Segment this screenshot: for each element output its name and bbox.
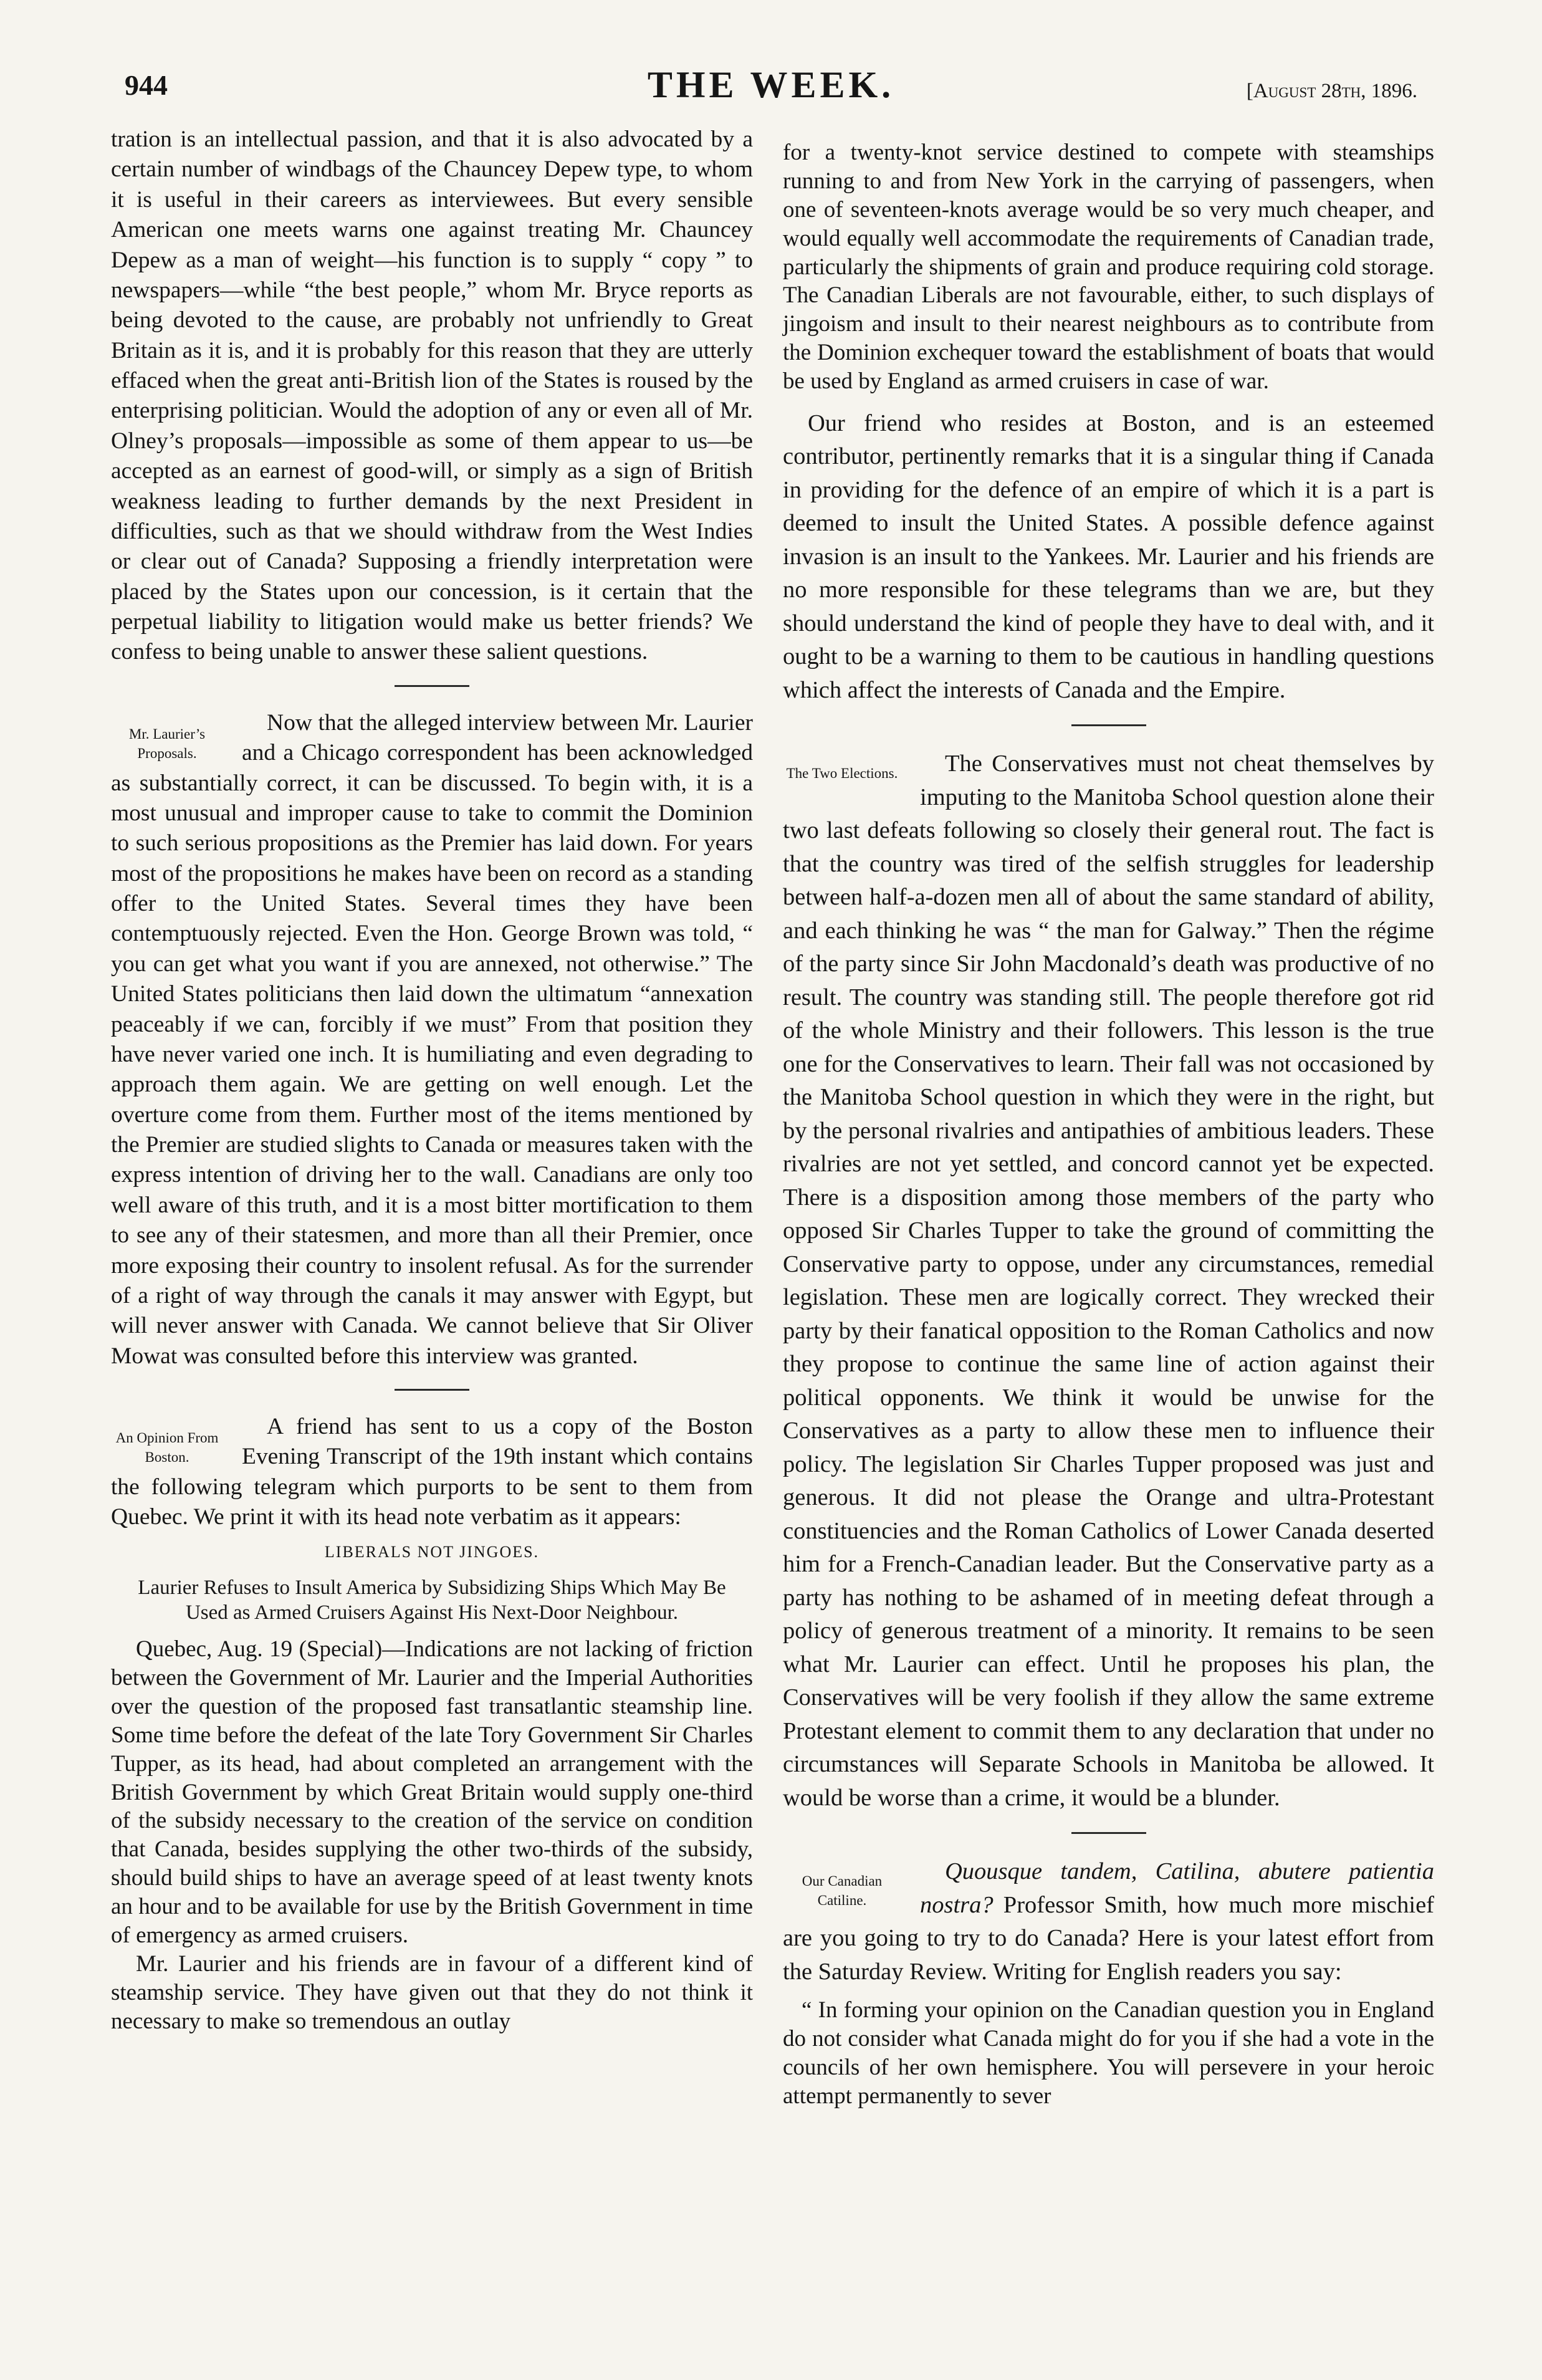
telegram-continuation: for a twenty-knot service destined to compete with steamships running to and from New York in the carrying of passengers, when one of seventeen-knots average would be so very much cheaper, and would equally well accommodate the requirements of Canadian trade, particularly the shipments of grain and produce requiring cold storage. The Canadian Liberals are not favourable, either, to such displays of jingoism and insult to their nearest neighbours as to contribute from the Dominion exchequer toward the establishment of boats that would be used by England as armed cruisers in case of war. bbox=[783, 140, 1434, 394]
section-opinion-boston bbox=[111, 1412, 753, 1533]
sidenote-catiline: Our Canadian Catiline. bbox=[802, 1873, 883, 1909]
section-canadian-catiline bbox=[783, 1855, 1434, 1989]
publication-title: THE WEEK. bbox=[647, 64, 895, 105]
left-column bbox=[111, 125, 753, 2035]
intro-paragraph: tration is an intellectual passion, and that it is also advocated by a certain number of windbags of the Chauncey Depew type, to whom it is useful in their careers as interviewees. But every sensible American one meets warns one against treating Mr. Chauncey Depew as a man of weight—his function is to supply “ copy ” to newspapers—while “the best people,” whom Mr. Bryce reports as being devoted to the cause, are probably not unfriendly to Great Britain as it is, and it is probably for this reason that they are utterly effaced when the great anti-British lion of the States is roused by the enterprising politician. Would the adoption of any or even all of Mr. Olney’s proposals—impossible as some of them appear to us—be accepted as an earnest of good-will, or simply as a sign of British weakness leading to further demands by the next President in difficulties, such as that we should withdraw from the West Indies or clear out of Canada? Supposing a friendly interpretation were placed by the States upon our concession, is it certain that the perpetual liability to litigation would make us better friends? We confess to being unable to answer these salient questions. bbox=[111, 127, 753, 665]
right-column bbox=[783, 138, 1434, 2111]
boston-paragraph: A friend has sent to us a copy of the Boston Evening Transcript of the 19th instant which contains the following telegram which purports to be sent to them from Quebec. We print it with its head note verbatim as it appears: bbox=[111, 1414, 753, 1530]
sidenote-laurier: Mr. Laurier’s Proposals. bbox=[128, 726, 206, 761]
section-divider bbox=[1071, 724, 1146, 726]
section-divider bbox=[1071, 1832, 1146, 1834]
page-number: 944 bbox=[125, 69, 168, 101]
sidenote-elections: The Two Elections. bbox=[786, 765, 898, 782]
telegram-paragraph-2: Mr. Laurier and his friends are in favour of a different kind of steamship service. They have given out that they do not think it necessary to make so tremendous an outlay bbox=[111, 1951, 753, 2034]
laurier-paragraph: Now that the alleged interview between Mr. Laurier and a Chicago correspondent has been acknowledged as substantially correct, it can be discussed. To begin with, it is a most unusual and improper cause to take to commit the Dominion to such serious propositions as the Premier has laid down. For years most of the propositions he makes have been on record as a standing offer to the United States. Several times they have been contemptuously rejected. Even the Hon. George Brown was told, “ you can get what you want if you are annexed, not otherwise.” The United States politicians then laid down the ultimatum “annexation peaceably if we can, forcibly if we must” From that position they have never varied one inch. It is humiliating and even degrading to approach them again. We are getting on well enough. Let the overture come from them. Further most of the items mentioned by the Premier are studied slights to Canada or measures taken with the express intention of driving her to the wall. Canadians are only too well aware of this truth, and it is a most bitter mortification to them to see any of their statesmen, and more than all their Premier, once more exposing their country to insolent refusal. As for the surrender of a right of way through the canals it may answer with Egypt, but will never answer with Canada. We cannot believe that Sir Oliver Mowat was consulted before this interview was granted. bbox=[111, 709, 753, 1369]
latin-quotation: Quousque tandem, Catilina, abutere patientia nostra? bbox=[920, 1858, 1434, 1918]
section-laurier-proposals bbox=[111, 708, 753, 1371]
catiline-text: Professor Smith, how much more mischief are you going to try to do Canada? Here is your latest effort from the Saturday Review. Writing for English readers you say: bbox=[783, 1891, 1434, 1985]
catiline-quote: “ In forming your opinion on the Canadian question you in England do not consider what Canada might do for you if she had a vote in the councils of her own hemisphere. You will persevere in your heroic attempt permanently to sever bbox=[783, 1997, 1434, 2109]
elections-paragraph: The Conservatives must not cheat themselves by imputing to the Manitoba School question alone their two last defeats following so closely their general rout. The fact is that the country was tired of the selfish struggles for leadership between half-a-dozen men all of about the same standard of ability, and each thinking he was “ the man for Galway.” Then the régime of the party since Sir John Macdonald’s death was productive of no result. The country was standing still. The people therefore got rid of the whole Ministry and their followers. This lesson is the true one for the Conservatives to learn. Their fall was not occasioned by the Manitoba School question in which they were in the right, but by the personal rivalries and antipathies of ambitious leaders. These rivalries are not yet settled, and concord cannot yet be expected. There is a disposition among those members of the party who opposed Sir Charles Tupper to take the ground of committing the Conservative party to oppose, under any circumstances, remedial legislation. These men are logically correct. They wrecked their party by their fanatical opposition to the Roman Catholics and now they propose to continue the same line of action against their political opponents. We think it would be unwise for the Conservatives as a party to allow these men to influence their policy. The legislation Sir Charles Tupper proposed was just and generous. It did not please the Orange and ultra-Protestant constituencies and the Roman Catholics of Lower Canada deserted him for a French-Canadian leader. But the Conservative party as a party has nothing to be ashamed of in meeting defeat through a policy of generous treatment of a minority. It remains to be seen what Mr. Laurier can effect. Until he proposes his plan, the Conservatives will be very foolish if they allow the same extreme Protestant element to commit them to any declaration that under no circumstances will Separate Schools in Manitoba be allowed. It would be worse than a crime, it would be a blunder. bbox=[783, 751, 1434, 1811]
telegram-paragraph-1: Quebec, Aug. 19 (Special)—Indications are not lacking of friction between the Government of Mr. Laurier and the Imperial Authorities over the question of the proposed fast transatlantic steamship line. Some time before the defeat of the late Tory Government Sir Charles Tupper, as its head, had about completed an arrangement with the British Government by which Great Britain would supply one-third of the subsidy necessary to the creation of the service on condition that Canada, besides supplying the other two-thirds of the subsidy, should build ships to have an average speed of at least twenty knots an hour and to be available for use by the British Government in time of emergency as armed cruisers. bbox=[111, 1636, 753, 1948]
telegram-subhead: Laurier Refuses to Insult America by Subsidizing Ships Which May Be Used as Armed Cruisers Against His Next-Door Neighbour. bbox=[138, 1576, 726, 1624]
section-divider bbox=[395, 1389, 469, 1391]
telegram-heading: LIBERALS NOT JINGOES. bbox=[324, 1542, 540, 1561]
issue-date: [August 28th, 1896. bbox=[1246, 80, 1417, 102]
friend-paragraph: Our friend who resides at Boston, and is an esteemed contributor, pertinently remarks that it is a singular thing if Canada in providing for the defence of an empire of which it is a part is deemed to insult the United States. A possible defence against invasion is an insult to the Yankees. Mr. Laurier and his friends are no more responsible for these telegrams than we are, but they should understand the kind of people they have to deal with, and it ought to be a warning to them to be cautious in handling questions which affect the interests of Canada and the Empire. bbox=[783, 410, 1434, 703]
sidenote-boston: An Opinion From Boston. bbox=[115, 1430, 219, 1466]
section-divider bbox=[395, 685, 469, 687]
section-two-elections bbox=[783, 747, 1434, 1815]
page-header bbox=[100, 64, 1442, 112]
